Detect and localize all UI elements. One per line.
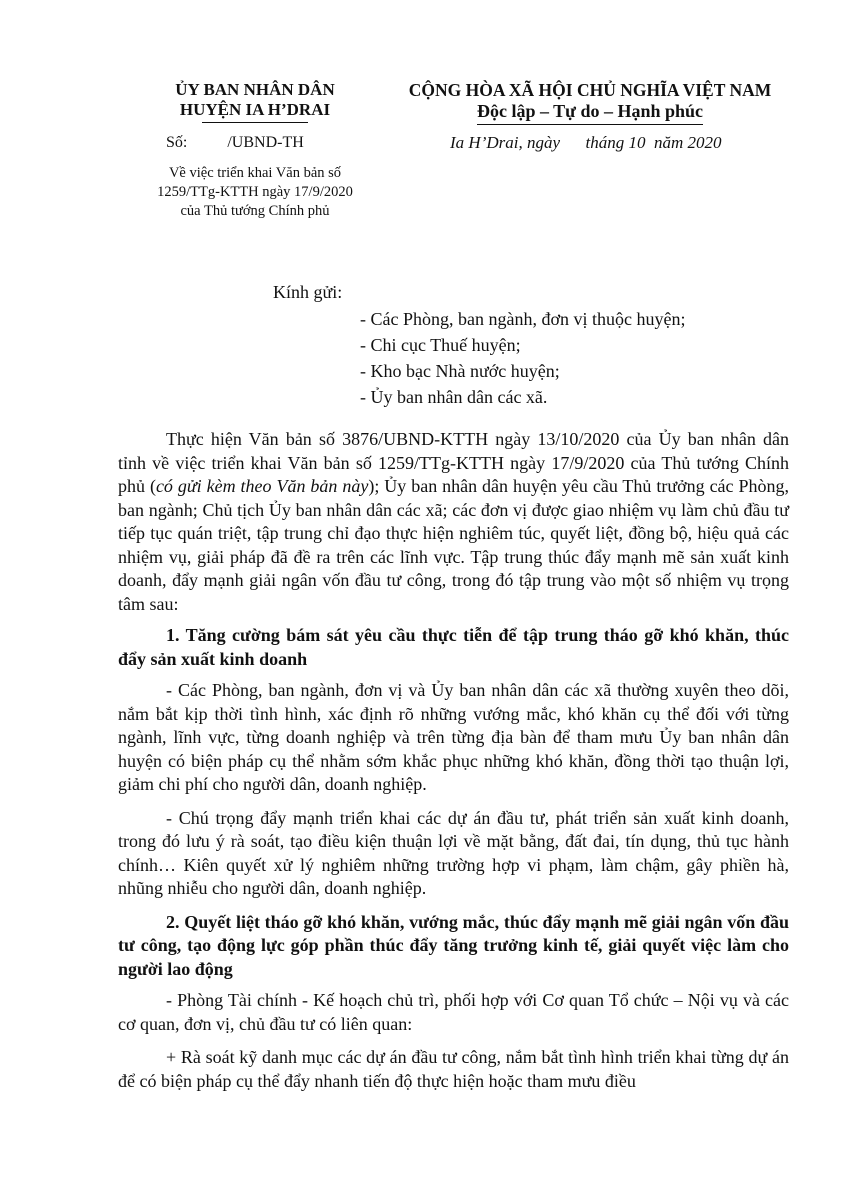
paragraph: - Chú trọng đẩy mạnh triển khai các dự án đầu tư, phát triển sản xuất kinh doanh, trong đó lưu ý rà soát, tạo điều kiện thuận lợi về mặt bằng, đất đai, tín dụng, thủ tục hành chính… Kiên quyết xử lý nghiêm những trường hợp vi phạm, làm chậm, gây phiền hà, nhũng nhiễu cho người dân, doanh nghiệp. [118, 807, 789, 898]
paragraph: - Các Phòng, ban ngành, đơn vị và Ủy ban nhân dân các xã thường xuyên theo dõi, nắm bắt kịp thời tình hình, xác định rõ những vướng mắc, khó khăn cụ thể đối với từng ngành, lĩnh vực, từng doanh nghiệp và trên từng địa bàn để tham mưu Ủy ban nhân dân huyện có biện pháp cụ thể nhằm sớm khắc phục những khó khăn, đồng thời tạo thuận lợi, giảm chi phí cho người dân, doanh nghiệp. [118, 680, 789, 794]
issuer-district: HUYỆN IA H’DRAI [179, 100, 331, 119]
document-number-label: Số: [166, 134, 188, 151]
subject-line: Về việc triển khai Văn bản số [168, 165, 342, 181]
subject-line: 1259/TTg-KTTH ngày 17/9/2020 [157, 184, 353, 200]
document-body [118, 428, 789, 1103]
paragraph: + Rà soát kỹ danh mục các dự án đầu tư công, nắm bắt tình hình triển khai từng dự án để có biện pháp cụ thể đẩy nhanh tiến độ thực hiện hoặc tham mưu điều [118, 1047, 789, 1091]
paragraph: - Phòng Tài chính - Kế hoạch chủ trì, phối hợp với Cơ quan Tổ chức – Nội vụ và các cơ quan, đơn vị, chủ đầu tư có liên quan: [118, 990, 789, 1034]
section-heading-1: 1. Tăng cường bám sát yêu cầu thực tiễn để tập trung tháo gỡ khó khăn, thúc đẩy sản xuất kinh doanh [118, 625, 789, 669]
recipient-item: - Chi cục Thuế huyện; [360, 335, 521, 355]
subject-line: của Thủ tướng Chính phủ [180, 203, 330, 219]
nation-name: CỘNG HÒA XÃ HỘI CHỦ NGHĨA VIỆT NAM [408, 80, 772, 100]
section-heading-2: 2. Quyết liệt tháo gỡ khó khăn, vướng mắc, thúc đẩy mạnh mẽ giải ngân vốn đầu tư công, tạo động lực góp phần thúc đẩy tăng trưởng kinh tế, giải quyết việc làm cho người lao động [118, 911, 789, 979]
salutation: Kính gửi: [273, 282, 343, 302]
intro-italic-note: có gửi kèm theo Văn bản này [155, 476, 369, 496]
intro-paragraph [118, 428, 789, 616]
national-header [385, 80, 795, 122]
recipient-item: - Các Phòng, ban ngành, đơn vị thuộc huyện; [360, 309, 686, 329]
intro-text: Thực hiện Văn bản số 3876/UBND-KTTH ngày 13/10/2020 của Ủy ban nhân dân tỉnh về việc triển khai Văn bản số 1259/TTg-KTTH ngày 17/9/2020 của Thủ tướng Chính phủ ( [118, 429, 789, 496]
recipient-item: - Ủy ban nhân dân các xã. [360, 387, 548, 407]
dateline: Ia H’Drai, ngày tháng 10 năm 2020 [450, 133, 722, 152]
issuer-name: ỦY BAN NHÂN DÂN [175, 80, 335, 99]
recipient-list [360, 306, 685, 410]
recipient-item: - Kho bạc Nhà nước huyện; [360, 361, 560, 381]
document-number [166, 134, 304, 152]
document-subject [130, 164, 380, 221]
issuer-block [130, 80, 380, 120]
intro-text-continued: ); Ủy ban nhân dân huyện yêu cầu Thủ trưởng các Phòng, ban ngành; Chủ tịch Ủy ban nhân dân các xã; các đơn vị được giao nhiệm vụ làm chủ đầu tư tiếp tục quán triệt, tập trung chỉ đạo thực hiện nghiêm túc, quyết liệt, đồng bộ, hiệu quả các nhiệm vụ, giải pháp đã đề ra trên các lĩnh vực. Tập trung thúc đẩy mạnh mẽ sản xuất kinh doanh, đẩy mạnh giải ngân vốn đầu tư công, trong đó tập trung vào một số nhiệm vụ trọng tâm sau: [118, 476, 789, 614]
document-number-value: /UBND-TH [227, 134, 304, 151]
national-motto: Độc lập – Tự do – Hạnh phúc [476, 101, 704, 121]
